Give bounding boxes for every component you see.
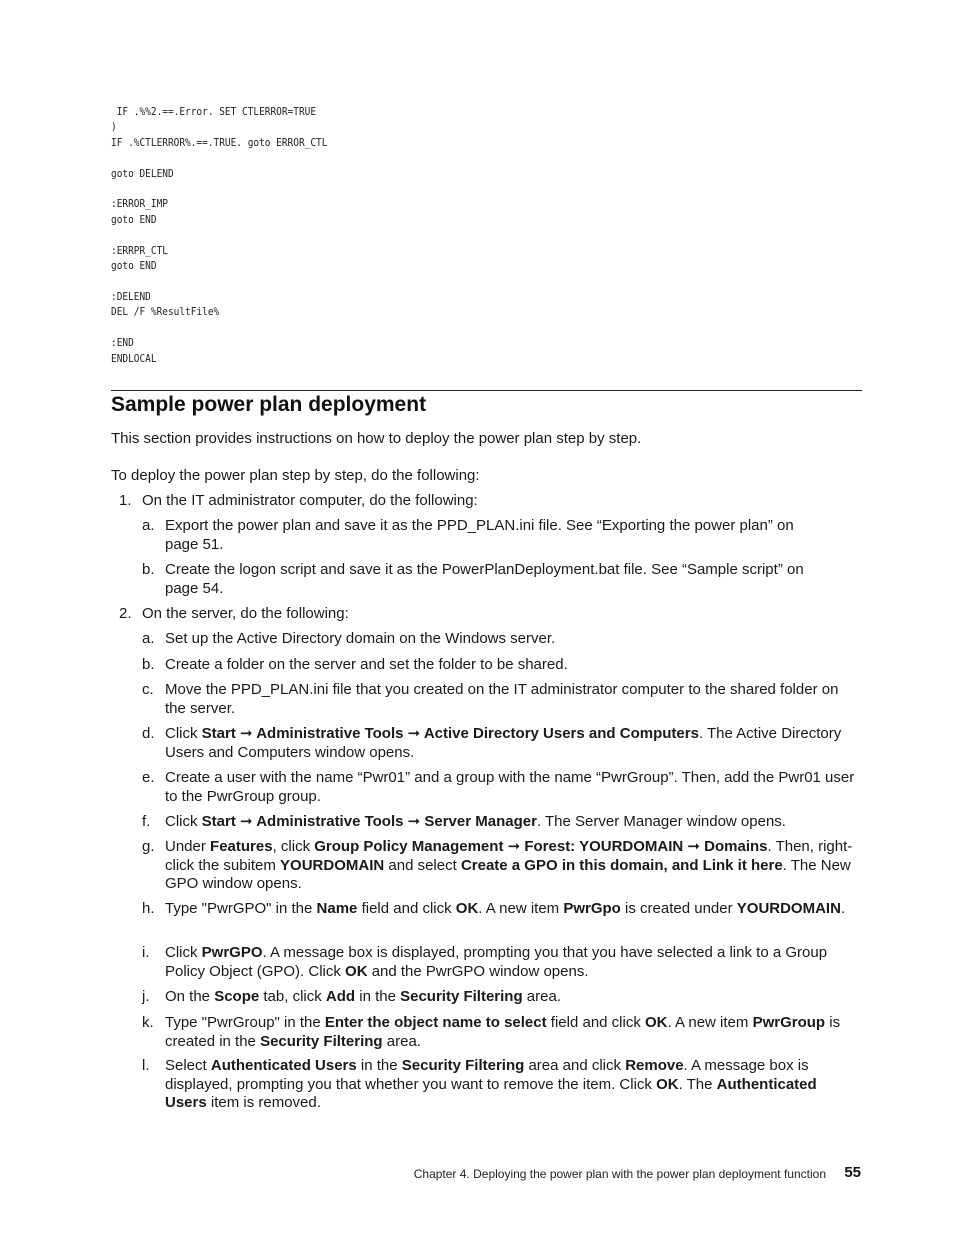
step-1-text: On the IT administrator computer, do the following: (142, 492, 478, 509)
step-2e-marker: e. (142, 769, 155, 786)
step-2l-text: Select Authenticated Users in the Security Filtering area and click Remove. A message box is displayed, prompting you that whether you want to remove the item. Click OK. The Authenticated Users item is removed. (165, 1057, 817, 1111)
step-2a-marker: a. (142, 630, 155, 647)
step-2k-text: Type "PwrGroup" in the Enter the object name to select field and click OK. A new item PwrGroup is created in the Security Filtering area. (165, 1014, 841, 1050)
step-2j-text: On the Scope tab, click Add in the Security Filtering area. (165, 988, 561, 1005)
step-2d-marker: d. (142, 725, 155, 742)
step-2b-marker: b. (142, 656, 155, 673)
step-2a-text: Set up the Active Directory domain on the Windows server. (165, 630, 556, 647)
section-heading: Sample power plan deployment (111, 393, 427, 416)
step-2g-marker: g. (142, 838, 155, 855)
step-2c-text: Move the PPD_PLAN.ini file that you created on the IT administrator computer to the shared folder on the server. (165, 681, 839, 717)
step-2g-text: Under Features, click Group Policy Management ➞ Forest: YOURDOMAIN ➞ Domains. Then, right-click the subitem YOURDOMAIN and select Create a GPO in this domain, and Link it here. The New GPO window opens. (165, 838, 853, 892)
step-1b-text: Create the logon script and save it as the PowerPlanDeployment.bat file. See “Sample script” on page 54. (165, 561, 804, 597)
step-1a-text: Export the power plan and save it as the PPD_PLAN.ini file. See “Exporting the power plan” on page 51. (165, 517, 794, 553)
lead-paragraph: To deploy the power plan step by step, do the following: (111, 467, 480, 484)
step-2e-text: Create a user with the name “Pwr01” and a group with the name “PwrGroup”. Then, add the Pwr01 user to the PwrGroup group. (165, 769, 855, 805)
step-2d-text: Click Start ➞ Administrative Tools ➞ Active Directory Users and Computers. The Active Directory Users and Computers window opens. (165, 725, 842, 761)
step-2-marker: 2. (119, 605, 132, 622)
arrow-icon: ➞ (403, 725, 424, 742)
step-2f-text: Click Start ➞ Administrative Tools ➞ Server Manager. The Server Manager window opens. (165, 813, 786, 830)
step-2k-marker: k. (142, 1014, 154, 1031)
arrow-icon: ➞ (235, 813, 257, 830)
arrow-icon: ➞ (403, 813, 425, 830)
footer-chapter: Chapter 4. Deploying the power plan with the power plan deployment function (413, 1167, 826, 1181)
step-2c-marker: c. (142, 681, 154, 698)
step-1-marker: 1. (119, 492, 132, 509)
arrow-icon: ➞ (683, 838, 705, 855)
code-listing: IF .%%2.==.Error. SET CTLERROR=TRUE ) IF .%CTLERROR%.==.TRUE. goto ERROR_CTL goto DELEND :ERROR_IMP goto END :ERRPR_CTL goto END :DELEND DEL /F %ResultFile% :END ENDLOCAL (111, 105, 328, 365)
step-2i-text: Click PwrGPO. A message box is displayed, prompting you that you have selected a link to a Group Policy Object (GPO). Click OK and the PwrGPO window opens. (165, 944, 828, 980)
step-2-text: On the server, do the following: (142, 605, 349, 622)
section-divider (111, 390, 862, 391)
page-number: 55 (844, 1164, 861, 1181)
arrow-icon: ➞ (503, 838, 525, 855)
step-2i-marker: i. (142, 944, 150, 961)
step-1a-marker: a. (142, 517, 155, 534)
step-2b-text: Create a folder on the server and set the folder to be shared. (165, 656, 568, 673)
step-2f-marker: f. (142, 813, 151, 830)
arrow-icon: ➞ (235, 725, 257, 742)
step-2h-marker: h. (142, 900, 155, 917)
step-2l-marker: l. (142, 1057, 150, 1074)
intro-paragraph: This section provides instructions on how to deploy the power plan step by step. (111, 430, 642, 447)
step-2j-marker: j. (142, 988, 150, 1005)
step-1b-marker: b. (142, 561, 155, 578)
step-2h-text: Type "PwrGPO" in the Name field and click OK. A new item PwrGpo is created under YOURDOMAIN. (165, 900, 846, 917)
